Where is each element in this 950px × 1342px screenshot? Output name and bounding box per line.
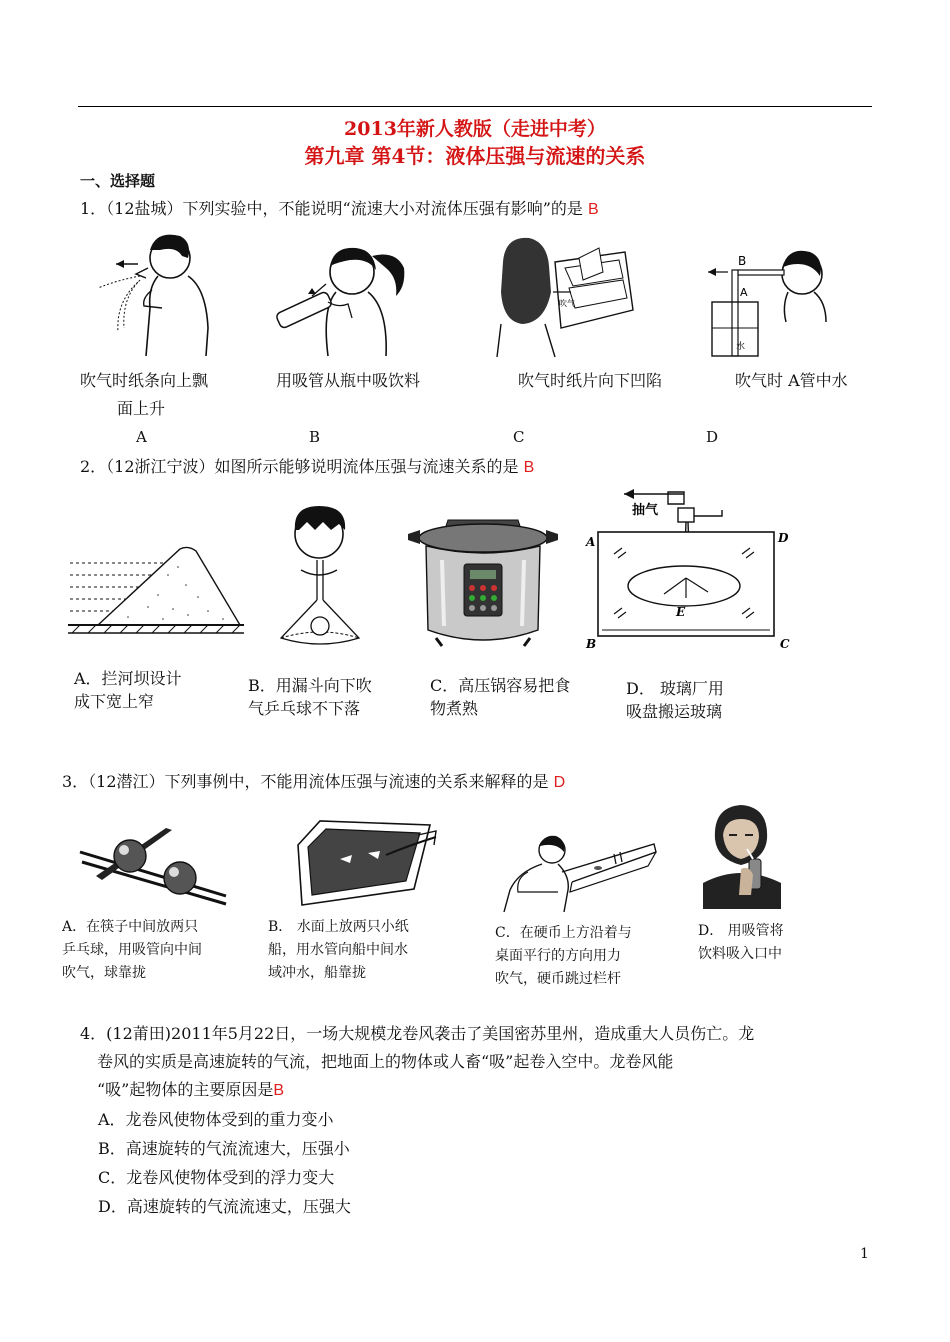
q1-figure-a xyxy=(88,228,223,358)
question-4-line2: 卷风的实质是高速旋转的气流，把地面上的物体或人畜“吸”起卷入空中。龙卷风能 xyxy=(97,1052,674,1071)
page-number: 1 xyxy=(860,1246,869,1262)
q3-caption-b-line1: B． 水面上放两只小纸 xyxy=(268,919,409,935)
title-line-1: 2013年新人教版（走进中考） xyxy=(344,118,606,140)
question-4-line3-text: “吸”起物体的主要原因是 xyxy=(97,1080,274,1099)
q1-figure-b xyxy=(268,238,428,356)
q3-figure-straw xyxy=(703,799,781,909)
q4-option-c: C．龙卷风使物体受到的浮力变大 xyxy=(98,1168,335,1187)
q3-caption-a-line1: A．在筷子中间放两只 xyxy=(62,919,199,935)
q3-caption-b-line2: 船，用水管向船中间水 xyxy=(268,942,408,958)
q3-caption-d-line1: D． 用吸管将 xyxy=(698,923,784,939)
q4-option-b: B．高速旋转的气流流速大，压强小 xyxy=(98,1139,350,1158)
q2-caption-d-line2: 吸盘搬运玻璃 xyxy=(626,702,723,721)
q2-figure-d-label-e: E xyxy=(676,605,686,619)
q2-figure-funnel xyxy=(265,500,370,645)
q1-option-d-letter: D xyxy=(706,428,719,446)
q1-figure-d-label-a: A xyxy=(740,286,748,299)
q1-caption-c: 吹气时纸片向下凹陷 xyxy=(518,371,663,390)
q2-figure-d-label-c: C xyxy=(780,637,790,651)
section-heading: 一、选择题 xyxy=(80,172,156,190)
q2-caption-c-line2: 物煮熟 xyxy=(430,699,479,718)
q1-caption-a-line2: 面上升 xyxy=(117,399,166,418)
q4-option-d: D．高速旋转的气流流速丈，压强大 xyxy=(98,1197,351,1216)
question-4-line1: 4．(12莆田)2011年5月22日，一场大规模龙卷风袭击了美国密苏里州，造成重大人员伤亡。龙 xyxy=(80,1024,755,1043)
q1-figure-c-label: 吹气 xyxy=(559,299,575,308)
q3-figure-coin xyxy=(498,832,658,912)
q3-figure-boats xyxy=(290,815,438,912)
q2-caption-b-line1: B．用漏斗向下吹 xyxy=(248,676,372,695)
q2-figure-dam xyxy=(68,545,244,640)
q3-caption-c-line3: 吹气，硬币跳过栏杆 xyxy=(495,971,621,987)
q1-option-a-letter: A xyxy=(136,428,147,446)
q2-caption-c-line1: C．高压锅容易把食 xyxy=(430,676,571,695)
q1-figure-d-label-water: 水 xyxy=(736,342,746,352)
q1-option-b-letter: B xyxy=(309,428,321,446)
q1-caption-d: 吹气时 A管中水 xyxy=(735,371,848,390)
q2-figure-d-label-d: D xyxy=(778,531,789,545)
q2-caption-a-line2: 成下宽上窄 xyxy=(74,692,155,711)
q3-caption-a-line2: 乒乓球，用吸管向中间 xyxy=(62,942,202,958)
q3-caption-a-line3: 吹气，球靠拢 xyxy=(62,965,146,981)
question-1-text: 1．（12盐城）下列实验中，不能说明“流速大小对流体压强有影响”的是 xyxy=(80,199,583,218)
question-3 xyxy=(62,770,565,795)
q2-figure-d-label-a: A xyxy=(586,535,596,549)
q1-caption-b: 用吸管从瓶中吸饮料 xyxy=(276,371,421,390)
question-1 xyxy=(80,197,599,222)
q3-figure-chopsticks xyxy=(76,822,234,912)
q1-figure-d-label-b: B xyxy=(738,254,747,268)
q2-figure-cooker xyxy=(408,500,558,650)
question-3-answer: D xyxy=(553,774,566,791)
question-4-line3 xyxy=(97,1078,284,1103)
q2-figure-suction xyxy=(584,478,799,650)
q2-caption-a-line1: A．拦河坝设计 xyxy=(74,669,182,688)
q4-option-a: A．龙卷风使物体受到的重力变小 xyxy=(98,1110,334,1129)
q2-caption-b-line2: 气乒乓球不下落 xyxy=(248,699,361,718)
q3-caption-b-line3: 域冲水，船靠拢 xyxy=(268,965,366,981)
question-2-answer: B xyxy=(523,459,535,476)
title-line-2: 第九章 第4节：液体压强与流速的关系 xyxy=(304,144,646,168)
question-1-answer: B xyxy=(588,201,599,218)
q2-caption-d-line1: D． 玻璃厂用 xyxy=(626,679,724,698)
q2-figure-d-label-suck: 抽气 xyxy=(632,503,659,518)
question-2-text: 2．（12浙江宁波）如图所示能够说明流体压强与流速关系的是 xyxy=(80,457,519,476)
question-3-text: 3．（12潜江）下列事例中，不能用流体压强与流速的关系来解释的是 xyxy=(62,772,549,791)
q1-figure-d xyxy=(702,232,832,357)
q1-figure-c xyxy=(495,232,635,357)
q3-caption-c-line1: C．在硬币上方沿着与 xyxy=(495,925,632,941)
q1-caption-a-line1: 吹气时纸条向上飘 xyxy=(80,371,209,390)
question-2 xyxy=(80,455,534,480)
question-4-answer: B xyxy=(273,1082,285,1099)
header-rule xyxy=(78,106,872,107)
q2-figure-d-label-b: B xyxy=(586,637,597,651)
q1-option-c-letter: C xyxy=(513,428,525,446)
q3-caption-d-line2: 饮料吸入口中 xyxy=(698,946,782,962)
q3-caption-c-line2: 桌面平行的方向用力 xyxy=(495,948,621,964)
